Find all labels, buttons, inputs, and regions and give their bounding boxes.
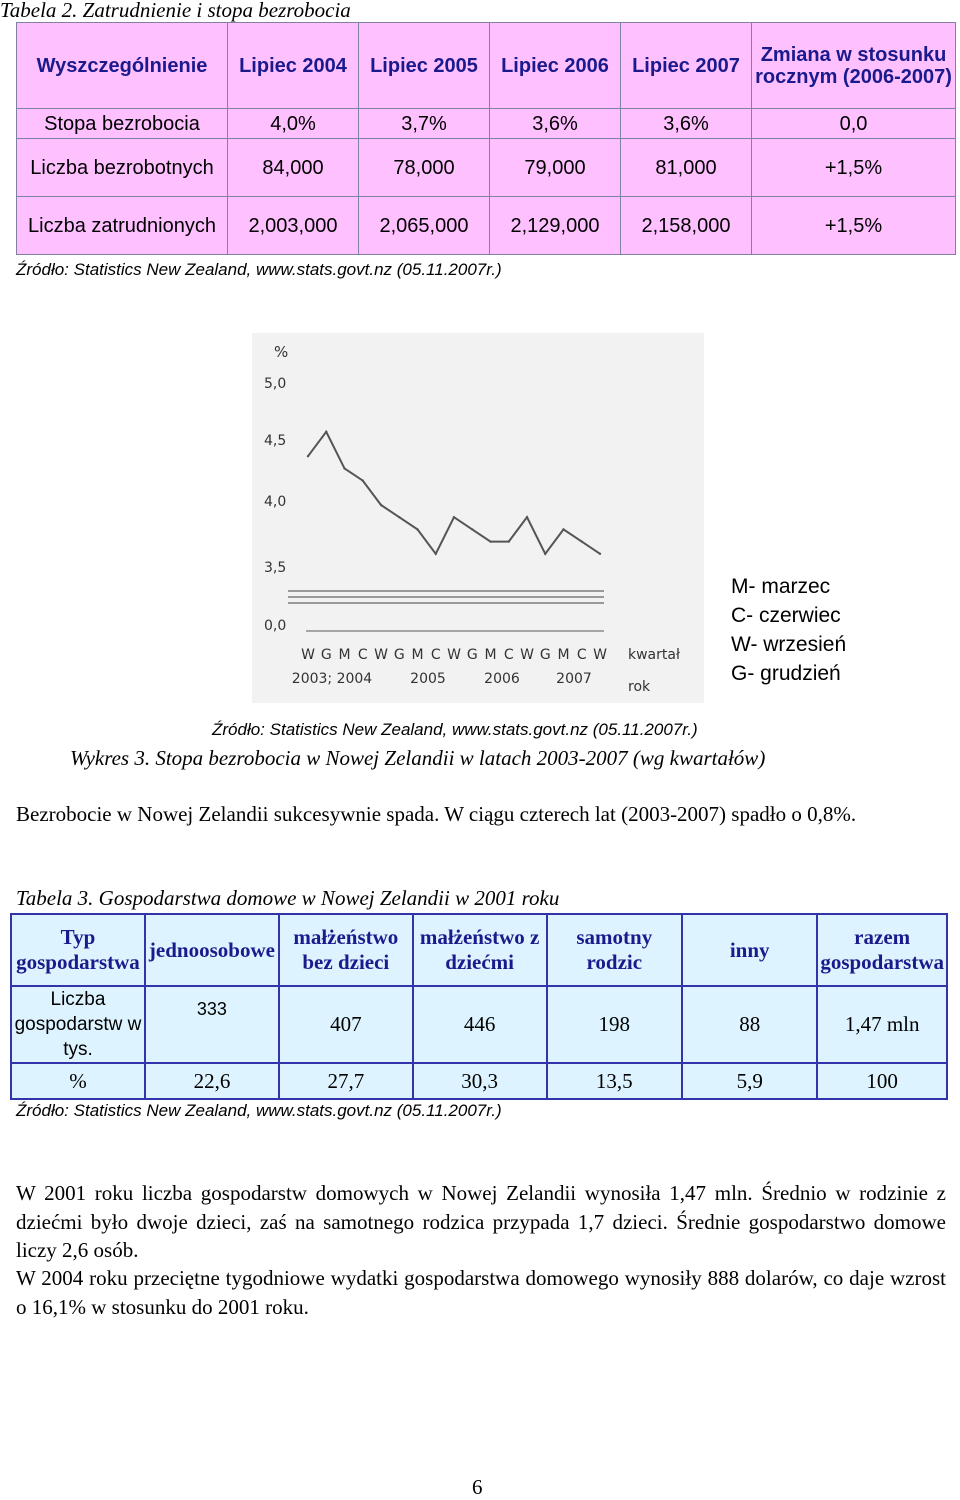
unemployment-line-chart [252,333,704,703]
table3-cell: 22,6 [145,1063,279,1099]
data-point [562,528,564,530]
year-label: 2006 [484,671,520,687]
y-tick-label: 4,5 [264,433,287,449]
x-tick-label: C [357,647,368,663]
table3-header: razem gospodarstwa [817,914,947,986]
data-point [544,553,546,555]
x-tick-label: C [576,647,587,663]
legend-item: C- czerwiec [731,604,841,627]
data-point [343,467,345,469]
table3-header: samotny rodzic [547,914,683,986]
table2-caption: Tabela 2. Zatrudnienie i stopa bezrobocia [0,0,351,22]
x-tick-label: M [557,647,570,663]
data-point [435,553,437,555]
table2-cell: 0,0 [752,109,956,139]
x-tick-label: W [593,647,607,663]
chart-source: Źródło: Statistics New Zealand, www.stats.govt.nz (05.11.2007r.) [212,720,698,739]
table2-cell: 2,065,000 [359,197,490,255]
table2-header: Lipiec 2005 [359,23,490,109]
table2 [16,22,956,255]
table3-cell: 198 [547,986,683,1063]
table-row [17,139,956,197]
year-label: 2007 [556,671,592,687]
x-tick-label: G [320,647,332,663]
series-line [308,432,600,554]
x-tick-label: G [466,647,478,663]
y-tick-label: 0,0 [264,618,287,634]
page-number: 6 [472,1475,483,1499]
x-tick-label: M [484,647,497,663]
x-tick-label: G [539,647,551,663]
paragraph: W 2004 roku przeciętne tygodniowe wydatki gospodarstwa domowego wynosiły 888 dolarów, co daje wzrost o 16,1% w stosunku do 2001 roku. [16,1266,946,1319]
x-tick-label: W [447,647,461,663]
table2-cell: +1,5% [752,197,956,255]
table3-cell: 446 [413,986,547,1063]
data-point [380,504,382,506]
table3 [10,913,948,1100]
table3-cell: 27,7 [279,1063,413,1099]
table2-header: Wyszczególnienie [17,23,228,109]
data-point [453,516,455,518]
table2-header: Lipiec 2004 [228,23,359,109]
legend-item: W- wrzesień [731,633,847,656]
table2-cell: 3,6% [621,109,752,139]
table2-cell: 3,6% [490,109,621,139]
table3-cell: 88 [682,986,817,1063]
x-axis-label-year: rok [628,679,651,695]
data-point [581,540,583,542]
y-axis-unit-label: % [274,343,289,361]
year-label: 2005 [410,671,446,687]
table2-cell: 2,129,000 [490,197,621,255]
x-tick-label: W [374,647,388,663]
table2-source: Źródło: Statistics New Zealand, www.stats.govt.nz (05.11.2007r.) [16,260,502,279]
table3-header: jednoosobowe [145,914,279,986]
table3-source: Źródło: Statistics New Zealand, www.stats.govt.nz (05.11.2007r.) [16,1101,502,1120]
table3-cell: 333 [145,986,279,1063]
table3-caption: Tabela 3. Gospodarstwa domowe w Nowej Zelandii w 2001 roku [16,886,560,910]
table2-cell: 2,158,000 [621,197,752,255]
chart-legend [731,572,846,688]
table3-header: Typ gospodarstwa [11,914,145,986]
table2-cell: 4,0% [228,109,359,139]
table-row [17,197,956,255]
x-tick-label: C [430,647,441,663]
y-tick-label: 5,0 [264,376,287,392]
table3-cell: Liczba gospodarstw w tys. [11,986,145,1063]
data-point [471,528,473,530]
x-tick-label: G [393,647,405,663]
table2-cell: Liczba zatrudnionych [17,197,228,255]
x-tick-label: C [503,647,514,663]
table3-cell: 100 [817,1063,947,1099]
data-point [526,516,528,518]
table2-cell: 79,000 [490,139,621,197]
table3-cell: 5,9 [682,1063,817,1099]
table2-header: Zmiana w stosunku rocznym (2006-2007) [752,23,956,109]
data-point [489,540,491,542]
y-tick-label: 4,0 [264,494,287,510]
table2-header: Lipiec 2007 [621,23,752,109]
table3-cell: 13,5 [547,1063,683,1099]
table3-header: inny [682,914,817,986]
legend-item: M- marzec [731,575,831,598]
table2-cell: 2,003,000 [228,197,359,255]
table2-cell: 81,000 [621,139,752,197]
table3-header: małżeństwo z dziećmi [413,914,547,986]
table3-cell: % [11,1063,145,1099]
x-tick-label: M [411,647,424,663]
chart-caption: Wykres 3. Stopa bezrobocia w Nowej Zelandii w latach 2003-2007 (wg kwartałów) [70,746,766,770]
table-row [11,986,947,1063]
paragraph: Bezrobocie w Nowej Zelandii sukcesywnie spada. W ciągu czterech lat (2003-2007) spadło o 0,8%. [16,802,857,826]
paragraph: W 2001 roku liczba gospodarstw domowych w Nowej Zelandii wynosiła 1,47 mln. Średnio w rodzinie z dziećmi było dwoje dzieci, zaś na samotnego rodzica przypada 1,7 dzieci. Średnie gospodarstwo domowe liczy 2,6 osób. [16,1181,946,1262]
table2-cell: Liczba bezrobotnych [17,139,228,197]
data-point [599,553,601,555]
x-tick-label: W [301,647,315,663]
table2-cell: 84,000 [228,139,359,197]
data-point [362,479,364,481]
year-label: 2003; 2004 [291,671,373,687]
table3-header-row [11,914,947,986]
x-axis-label-quarter: kwartał [628,647,680,663]
x-tick-label: M [338,647,351,663]
x-tick-label: W [520,647,534,663]
table3-header: małżeństwo bez dzieci [279,914,413,986]
table3-cell: 30,3 [413,1063,547,1099]
table2-cell: Stopa bezrobocia [17,109,228,139]
data-point [325,431,327,433]
table2-cell: 3,7% [359,109,490,139]
table2-cell: +1,5% [752,139,956,197]
table-row [17,109,956,139]
table-row [11,1063,947,1099]
table3-cell: 1,47 mln [817,986,947,1063]
data-point [398,516,400,518]
table2-header: Lipiec 2006 [490,23,621,109]
table3-cell: 407 [279,986,413,1063]
table2-cell: 78,000 [359,139,490,197]
data-point [307,455,309,457]
y-tick-label: 3,5 [264,560,287,576]
data-point [508,540,510,542]
legend-item: G- grudzień [731,662,841,685]
table2-header-row [17,23,956,109]
data-point [416,528,418,530]
